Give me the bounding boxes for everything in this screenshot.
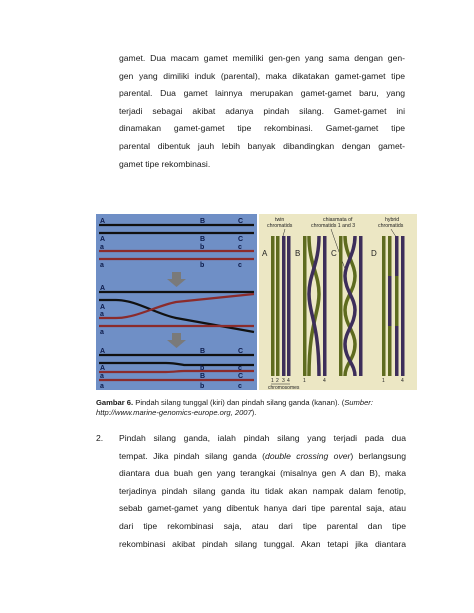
text-line: gen yang dimiliki induk (parental), maka dikatakan gamet-gamet tipe bbox=[119, 70, 405, 81]
gene-label-a: a bbox=[100, 311, 104, 318]
gene-label-A: A bbox=[100, 218, 106, 225]
double-crossover-diagram bbox=[259, 214, 417, 390]
panel-D bbox=[371, 236, 405, 376]
gene-label-C: C bbox=[238, 236, 244, 243]
panel-A bbox=[262, 236, 291, 376]
arrow-down-icon bbox=[167, 272, 186, 287]
chromatid-number: 1 bbox=[382, 378, 385, 384]
italic-term: double crossing over bbox=[265, 450, 351, 461]
single-crossover-svg bbox=[96, 214, 257, 390]
panel-letter-B: B bbox=[295, 249, 301, 258]
chromatid-number: 4 bbox=[287, 378, 290, 384]
gene-label-a: a bbox=[100, 329, 104, 336]
chromatid-number: 2 bbox=[276, 378, 279, 384]
text-line bbox=[119, 448, 406, 466]
caption-end: ). bbox=[251, 407, 257, 417]
crossing-chromatid-dark bbox=[99, 300, 254, 332]
text-line: parental. Dua gamet lainnya merupakan gamet-gamet baru, yang bbox=[119, 88, 405, 99]
text-line: rekombinasi akibat pindah silang tunggal. Akan tetapi jika diantara bbox=[119, 538, 406, 549]
header-chiasmata-2: chromatids 1 and 3 bbox=[311, 223, 356, 229]
stage-2-crossover bbox=[99, 285, 254, 336]
crossing-chromatid-red bbox=[99, 294, 254, 318]
chromatid-number: 1 bbox=[303, 378, 306, 384]
gene-label-b: b bbox=[200, 365, 205, 372]
single-crossover-diagram bbox=[96, 214, 257, 390]
gene-label-B: B bbox=[200, 236, 206, 243]
paragraph-double-crossover bbox=[96, 430, 406, 553]
stage-3 bbox=[99, 348, 254, 390]
gene-label-B: B bbox=[200, 373, 206, 380]
gene-label-a: a bbox=[100, 244, 104, 251]
gene-label-c: c bbox=[238, 262, 242, 269]
header-chromatids: chromatids bbox=[267, 223, 293, 229]
caption-label: Gambar 6. bbox=[96, 398, 134, 407]
panel-letter-C: C bbox=[331, 249, 337, 258]
caption-text: Pindah silang tunggal (kiri) dan pindah silang ganda (kanan). ( bbox=[133, 398, 345, 407]
gene-label-C: C bbox=[238, 373, 244, 380]
gene-label-A: A bbox=[100, 285, 106, 292]
header-hybrid-2: chromatids bbox=[378, 223, 404, 229]
pointer-line bbox=[283, 229, 285, 236]
gene-label-B: B bbox=[200, 348, 206, 355]
list-number: 2. bbox=[96, 433, 104, 443]
arrow-down-icon bbox=[167, 333, 186, 348]
chromatid-number: 1 bbox=[271, 378, 274, 384]
gene-label-a: a bbox=[100, 262, 104, 269]
gene-label-C: C bbox=[238, 218, 244, 225]
text-line: terjadi sebagai akibat adanya pindah silang. Gamet-gamet ini bbox=[119, 105, 405, 116]
gene-label-b: b bbox=[200, 262, 205, 269]
panel-letter-D: D bbox=[371, 249, 377, 258]
text-segment: tempat. Jika pindah silang ganda ( bbox=[119, 450, 266, 461]
chromatid-number: 4 bbox=[323, 378, 326, 384]
double-crossover-svg bbox=[259, 214, 417, 390]
gene-label-A: A bbox=[100, 236, 106, 243]
paragraph-body bbox=[119, 430, 406, 553]
text-line: dinamakan gamet-gamet tipe rekombinasi. Gamet-gamet tipe bbox=[119, 123, 405, 134]
panel-B bbox=[295, 236, 327, 376]
gene-label-c: c bbox=[238, 365, 242, 372]
caption-source: Sumber: http://www.marine-genomics-europe.org, 2007 bbox=[96, 398, 373, 417]
text-line: gamet. Dua macam gamet memiliki gen-gen yang sama dengan gen- bbox=[119, 53, 405, 63]
panel-C bbox=[331, 236, 363, 376]
recombinant-chromatid bbox=[99, 363, 254, 365]
text-line: dari tipe rekombinasi saja, atau dari tipe parental dan tipe bbox=[119, 520, 406, 531]
gene-label-A: A bbox=[100, 304, 106, 311]
header-hybrid: hybrid bbox=[385, 217, 400, 223]
header-chiasmata: chiasmata of bbox=[323, 217, 353, 223]
header-twin: twin bbox=[275, 217, 285, 223]
text-line: sebab gamet-gamet yang dibentuk hanya dari tipe parental saja, atau bbox=[119, 503, 406, 514]
gene-label-B: B bbox=[200, 218, 206, 225]
gene-label-c: c bbox=[238, 383, 242, 390]
gene-label-b: b bbox=[200, 244, 205, 251]
footer-chromosomes: chromosomes bbox=[268, 385, 300, 390]
gene-label-a: a bbox=[100, 383, 104, 390]
text-line: diantara dua buah gen yang terangkai (misalnya gen A dan B), maka bbox=[119, 468, 406, 479]
chromatid-number: 3 bbox=[282, 378, 285, 384]
gene-label-A: A bbox=[100, 348, 106, 355]
gene-label-b: b bbox=[200, 383, 205, 390]
paragraph-gamet bbox=[119, 50, 405, 173]
text-line: parental dibentuk jauh lebih banyak dibandingkan dengan gamet- bbox=[119, 140, 405, 151]
text-line: Pindah silang ganda, ialah pindah silang yang terjadi pada dua bbox=[119, 433, 406, 443]
text-line: terjadinya pindah silang ganda itu tidak akan nampak dalam fenotip, bbox=[119, 485, 406, 496]
recombinant-chromatid bbox=[99, 371, 254, 372]
gene-label-C: C bbox=[238, 348, 244, 355]
text-line: gamet tipe rekombinasi. bbox=[119, 158, 211, 169]
gene-label-A: A bbox=[100, 365, 106, 372]
text-segment: ) berlangsung bbox=[350, 450, 406, 461]
stage-1 bbox=[99, 218, 254, 269]
panel-letter-A: A bbox=[262, 249, 268, 258]
figure-caption bbox=[96, 398, 418, 417]
gene-label-c: c bbox=[238, 244, 242, 251]
gene-label-a: a bbox=[100, 373, 104, 380]
chromatid-number: 4 bbox=[401, 378, 404, 384]
